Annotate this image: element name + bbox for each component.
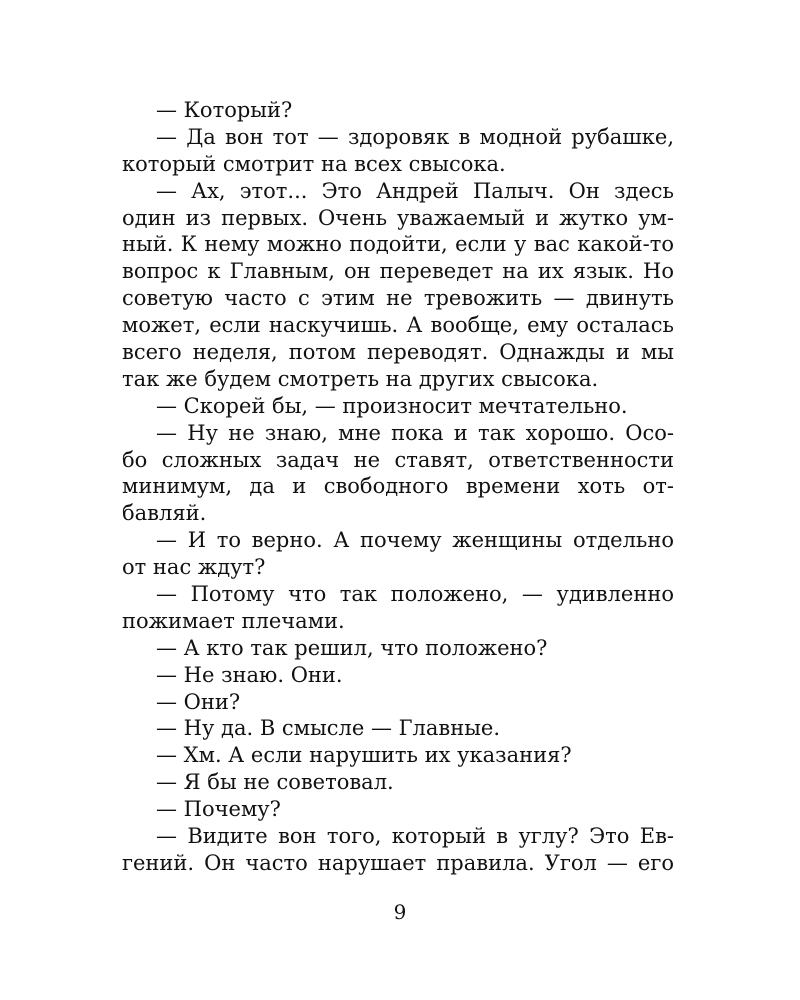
text-line: — Я бы не советовал. xyxy=(156,770,394,795)
text-line: — Не знаю. Они. xyxy=(156,662,343,687)
text-line: может, если наскучишь. А вообще, ему осталась xyxy=(122,313,674,338)
text-line: — Потому что так положено, — удивленно xyxy=(156,582,674,607)
text-line: всего неделя, потом переводят. Однажды и мы xyxy=(122,340,674,365)
text-line: — Ах, этот... Это Андрей Палыч. Он здесь xyxy=(156,178,674,203)
text-line: — Хм. А если нарушить их указания? xyxy=(156,743,572,768)
text-line: ный. К нему можно подойти, если у вас какой-то xyxy=(122,232,674,257)
text-line: бавляй. xyxy=(122,501,207,526)
text-line: который смотрит на всех свысока. xyxy=(122,151,506,176)
text-line: — И то верно. А почему женщины отдельно xyxy=(156,528,674,553)
text-line: — Скорей бы, — произносит мечтательно. xyxy=(156,393,628,418)
text-line: советую часто с этим не тревожить — двинуть xyxy=(122,286,674,311)
text-line: один из первых. Очень уважаемый и жутко ум- xyxy=(122,205,674,230)
text-line: бо сложных задач не ставят, ответственности xyxy=(122,447,674,472)
text-line: — Они? xyxy=(156,689,241,714)
text-line: — Ну не знаю, мне пока и так хорошо. Осо- xyxy=(156,420,674,445)
text-line: пожимает плечами. xyxy=(122,608,345,633)
text-line: минимум, да и свободного времени хоть от- xyxy=(122,474,674,499)
text-line: вопрос к Главным, он переведет на их язык. Но xyxy=(122,259,674,284)
body-text xyxy=(122,97,674,877)
text-line: от нас ждут? xyxy=(122,555,266,580)
text-line: — Видите вон того, который в углу? Это Ев- xyxy=(156,824,674,849)
text-line: — Ну да. В смысле — Главные. xyxy=(156,716,501,741)
text-line: так же будем смотреть на других свысока. xyxy=(122,366,599,391)
text-line: — А кто так решил, что положено? xyxy=(156,635,548,660)
text-line: гений. Он часто нарушает правила. Угол — его xyxy=(122,850,674,875)
text-line: — Да вон тот — здоровяк в модной рубашке, xyxy=(156,124,674,149)
text-line: — Почему? xyxy=(156,797,281,822)
page-number: 9 xyxy=(393,900,407,924)
text-line: — Который? xyxy=(156,98,293,122)
